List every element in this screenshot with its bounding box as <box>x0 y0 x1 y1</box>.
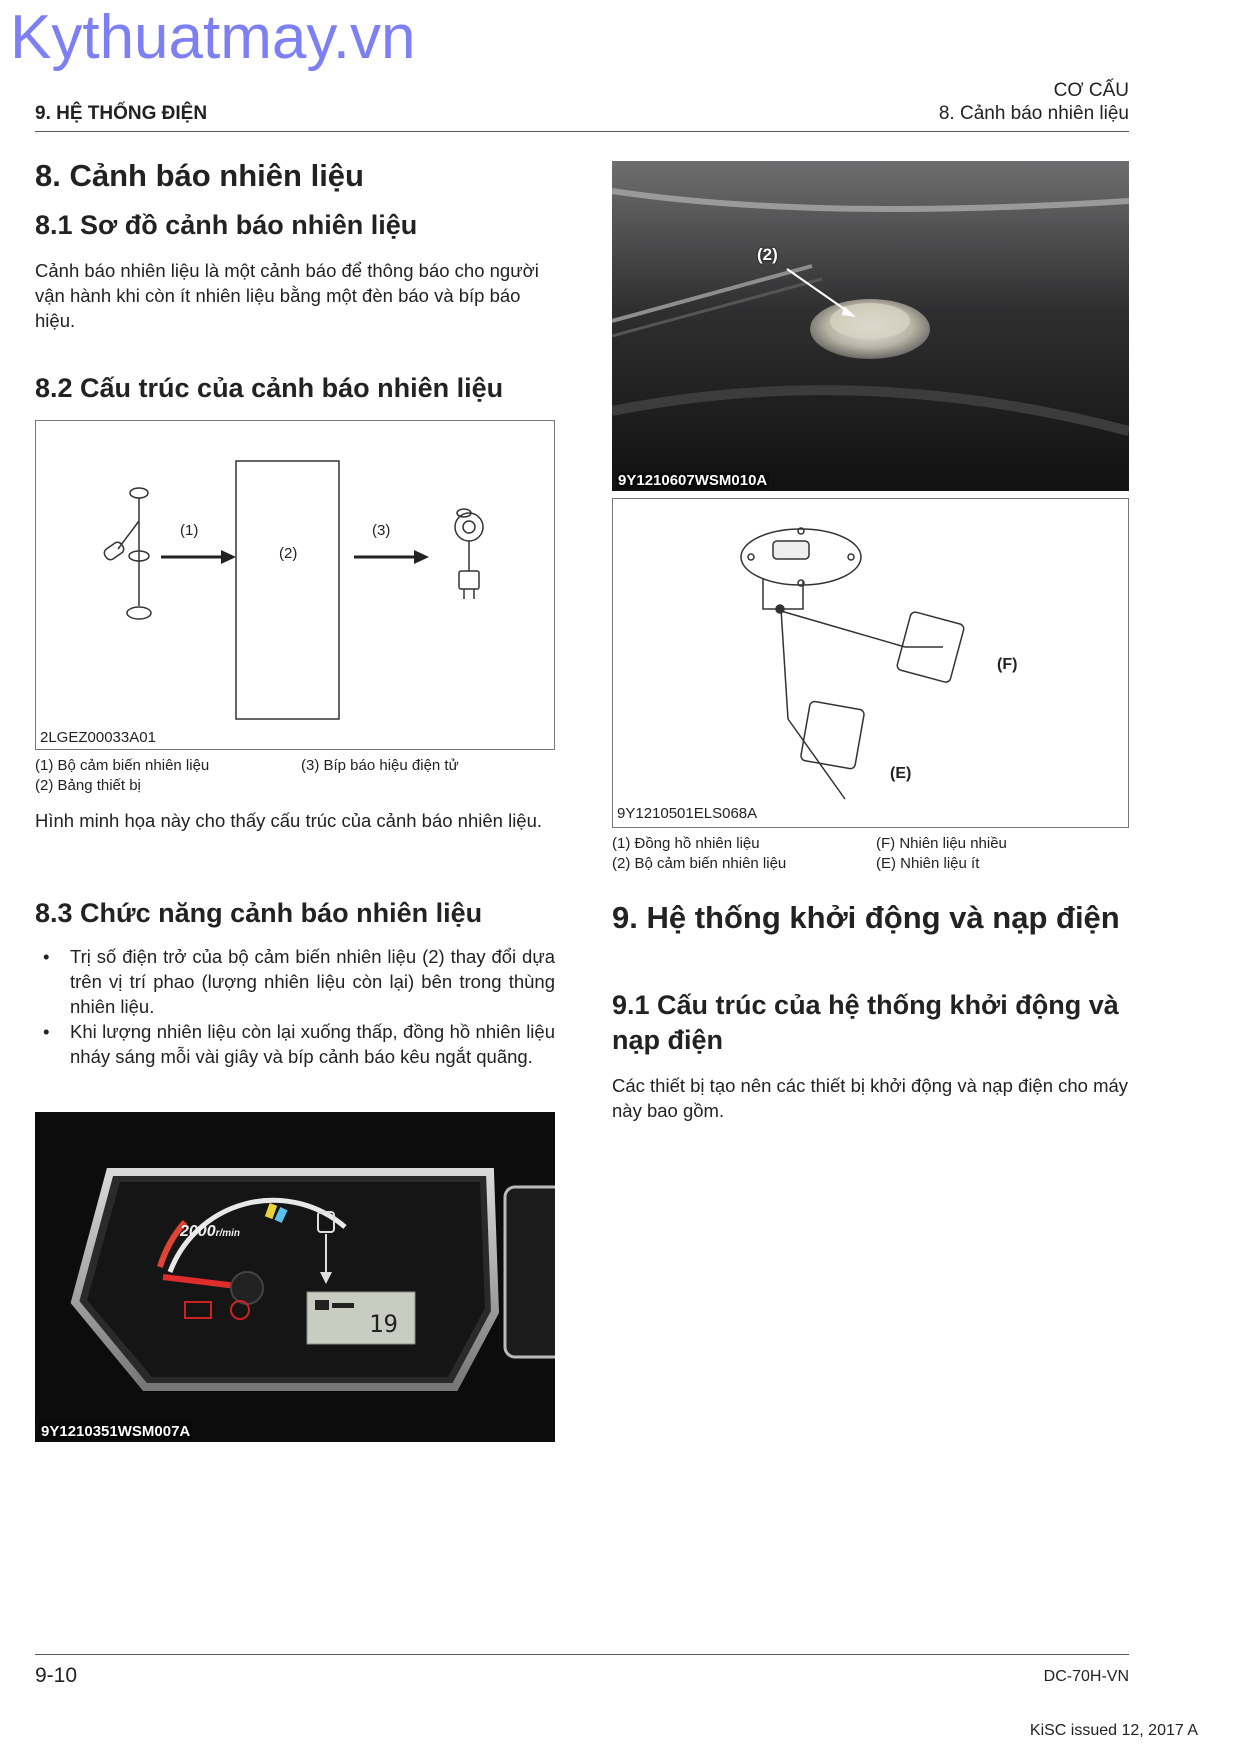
diagram-label-3: (3) <box>372 522 391 539</box>
legend-item-empty: (E) Nhiên liệu ít <box>876 855 980 872</box>
bullet-item: • Trị số điện trở của bộ cảm biến nhiên liệu (2) thay đổi dựa trên vị trí phao (lượng nhiên liệu còn lại) bên trong thùng nhiên liệu. <box>35 944 555 1019</box>
header-category: CƠ CẤU <box>1053 80 1129 101</box>
bullet-item: • Khi lượng nhiên liệu còn lại xuống thấp, đồng hồ nhiên liệu nháy sáng mỗi vài giây và bíp cảnh báo kêu ngắt quãng. <box>35 1019 555 1069</box>
legend-item-full: (F) Nhiên liệu nhiều <box>876 835 1007 852</box>
legend-item-1: (1) Bộ cảm biến nhiên liệu <box>35 757 210 774</box>
watermark: Kythuatmay.vn <box>10 3 416 72</box>
structure-legend <box>35 756 555 798</box>
section-8-1-text: Cảnh báo nhiên liệu là một cảnh báo để thông báo cho người vận hành khi còn ít nhiên liệu bằng một đèn báo và bíp báo hiệu. <box>35 260 539 331</box>
float-diagram-code: 9Y1210501ELS068A <box>617 805 758 822</box>
dashboard-photo-code: 9Y1210351WSM007A <box>41 1423 191 1440</box>
rpm-mark <box>180 1223 240 1241</box>
function-bullets <box>35 944 555 1069</box>
issued-note: KiSC issued 12, 2017 A <box>1029 1722 1198 1739</box>
legend-item-3: (3) Bíp báo hiệu điện tử <box>301 757 459 774</box>
float-diagram <box>612 498 1129 828</box>
dashboard-drawing <box>35 1112 555 1442</box>
legend-item-2: (2) Bảng thiết bị <box>35 777 141 794</box>
chapter-title: 9. HỆ THỐNG ĐIỆN <box>35 103 208 124</box>
sensor-photo <box>612 161 1129 491</box>
dashboard-photo <box>35 1112 555 1442</box>
rpm-unit: r/min <box>215 1228 241 1239</box>
float-legend <box>612 834 1129 876</box>
section-9-1-heading: 9.1 Cấu trúc của hệ thống khởi động và nạp điện <box>612 990 1119 1055</box>
section-9-1-text: Các thiết bị tạo nên các thiết bị khởi động và nạp điện cho máy này bao gồm. <box>612 1075 1129 1121</box>
buzzer-icon <box>455 509 483 599</box>
header-rule <box>35 131 1129 132</box>
photo-label-2: (2) <box>757 245 778 264</box>
float-diagram-drawing <box>613 499 1128 827</box>
section-9-heading: 9. Hệ thống khởi động và nạp điện <box>612 900 1120 935</box>
lcd-value: 19 <box>369 1310 398 1338</box>
section-8-3-heading: 8.3 Chức năng cảnh báo nhiên liệu <box>35 898 483 928</box>
section-8-2-text: Hình minh họa này cho thấy cấu trúc của cảnh báo nhiên liệu. <box>35 810 543 831</box>
section-8-heading: 8. Cảnh báo nhiên liệu <box>35 158 364 193</box>
sensor-photo-code: 9Y1210607WSM010A <box>618 472 768 489</box>
float-label-f: (F) <box>997 656 1018 673</box>
diagram-label-2: (2) <box>279 545 298 562</box>
structure-diagram-drawing <box>36 421 554 749</box>
rpm-value: 2000 <box>180 1223 216 1240</box>
sensor-photo-drawing <box>612 161 1129 491</box>
fuel-sensor-icon <box>102 488 151 619</box>
legend-item-gauge: (1) Đồng hồ nhiên liệu <box>612 835 760 852</box>
section-8-2-heading: 8.2 Cấu trúc của cảnh báo nhiên liệu <box>35 373 504 403</box>
header-section: 8. Cảnh báo nhiên liệu <box>938 103 1129 124</box>
float-label-e: (E) <box>890 765 912 782</box>
diagram-label-1: (1) <box>180 522 199 539</box>
section-8-1-heading: 8.1 Sơ đồ cảnh báo nhiên liệu <box>35 210 418 240</box>
page-number: 9-10 <box>35 1664 78 1687</box>
structure-diagram <box>35 420 555 750</box>
doc-code: DC-70H-VN <box>1043 1668 1129 1685</box>
diagram-code: 2LGEZ00033A01 <box>40 729 156 746</box>
footer-rule <box>35 1654 1129 1655</box>
legend-item-sensor: (2) Bộ cảm biến nhiên liệu <box>612 855 787 872</box>
